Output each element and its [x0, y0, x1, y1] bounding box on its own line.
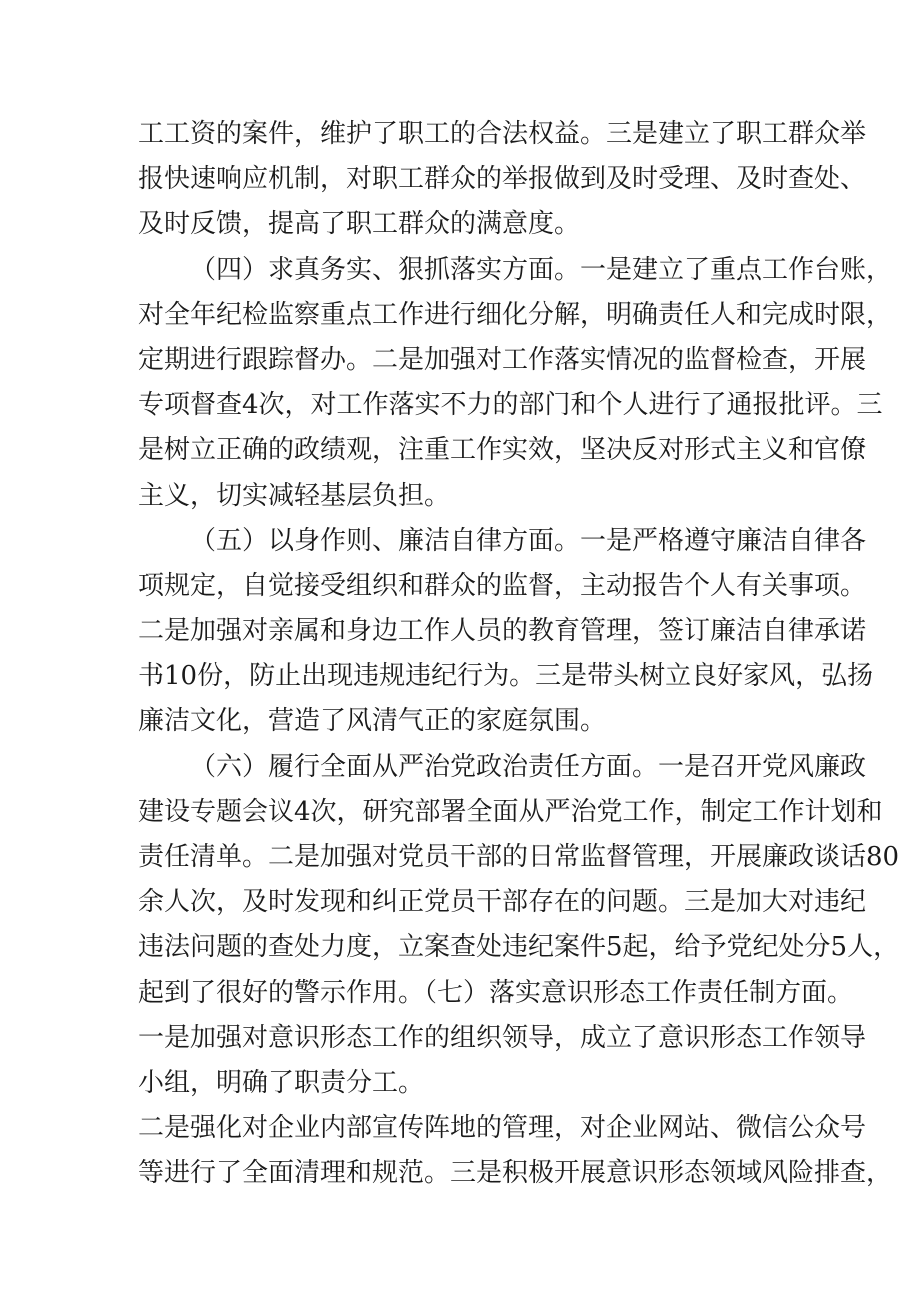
text-line: 建设专题会议4次，研究部署全面从严治党工作，制定工作计划和 [138, 796, 883, 827]
body-text [138, 112, 900, 1197]
text-line: 等进行了全面清理和规范。三是积极开展意识形态领域风险排查， [138, 1158, 893, 1189]
text-line: 起到了很好的警示作用。（七）落实意识形态工作责任制方面。 [138, 977, 854, 1008]
text-line: 责任清单。二是加强对党员干部的日常监督管理，开展廉政谈话80 [138, 842, 900, 872]
text-line: 违法问题的查处力度，立案查处违纪案件5起，给予党纪处分5人， [138, 932, 900, 963]
text-line: 工工资的案件，维护了职工的合法权益。三是建立了职工群众举 [138, 119, 867, 149]
text-line: 定期进行跟踪督办。二是加强对工作落实情况的监督检查，开展 [138, 344, 867, 375]
text-line: 余人次，及时发现和纠正党员干部存在的问题。三是加大对违纪 [138, 887, 867, 918]
text-line: 报快速响应机制，对职工群众的举报做到及时受理、及时查处、 [138, 164, 867, 195]
text-line: 小组，明确了职责分工。 [138, 1067, 425, 1098]
text-line: 对全年纪检监察重点工作进行细化分解，明确责任人和完成时限， [138, 299, 893, 330]
text-line: 二是加强对亲属和身边工作人员的教育管理，签订廉洁自律承诺 [138, 616, 867, 647]
text-line: 书10份，防止出现违规违纪行为。三是带头树立良好家风，弘扬 [138, 661, 874, 692]
text-line: （五）以身作则、廉洁自律方面。一是严格遵守廉洁自律各 [190, 525, 867, 556]
text-line: 是树立正确的政绩观，注重工作实效，坚决反对形式主义和官僚 [138, 435, 867, 466]
text-line: （六）履行全面从严治党政治责任方面。一是召开党风廉政 [190, 751, 867, 782]
text-line: 项规定，自觉接受组织和群众的监督，主动报告个人有关事项。 [138, 570, 867, 601]
text-line: 二是强化对企业内部宣传阵地的管理，对企业网站、微信公众号 [138, 1113, 867, 1144]
text-line: 专项督查4次，对工作落实不力的部门和个人进行了通报批评。三 [138, 390, 883, 421]
text-line: （四）求真务实、狠抓落实方面。一是建立了重点工作台账， [190, 254, 893, 285]
text-line: 一是加强对意识形态工作的组织领导，成立了意识形态工作领导 [138, 1022, 867, 1053]
text-line: 廉洁文化，营造了风清气正的家庭氛围。 [138, 706, 607, 737]
text-line: 主义，切实减轻基层负担。 [138, 480, 451, 511]
text-line: 及时反馈，提高了职工群众的满意度。 [138, 209, 581, 240]
